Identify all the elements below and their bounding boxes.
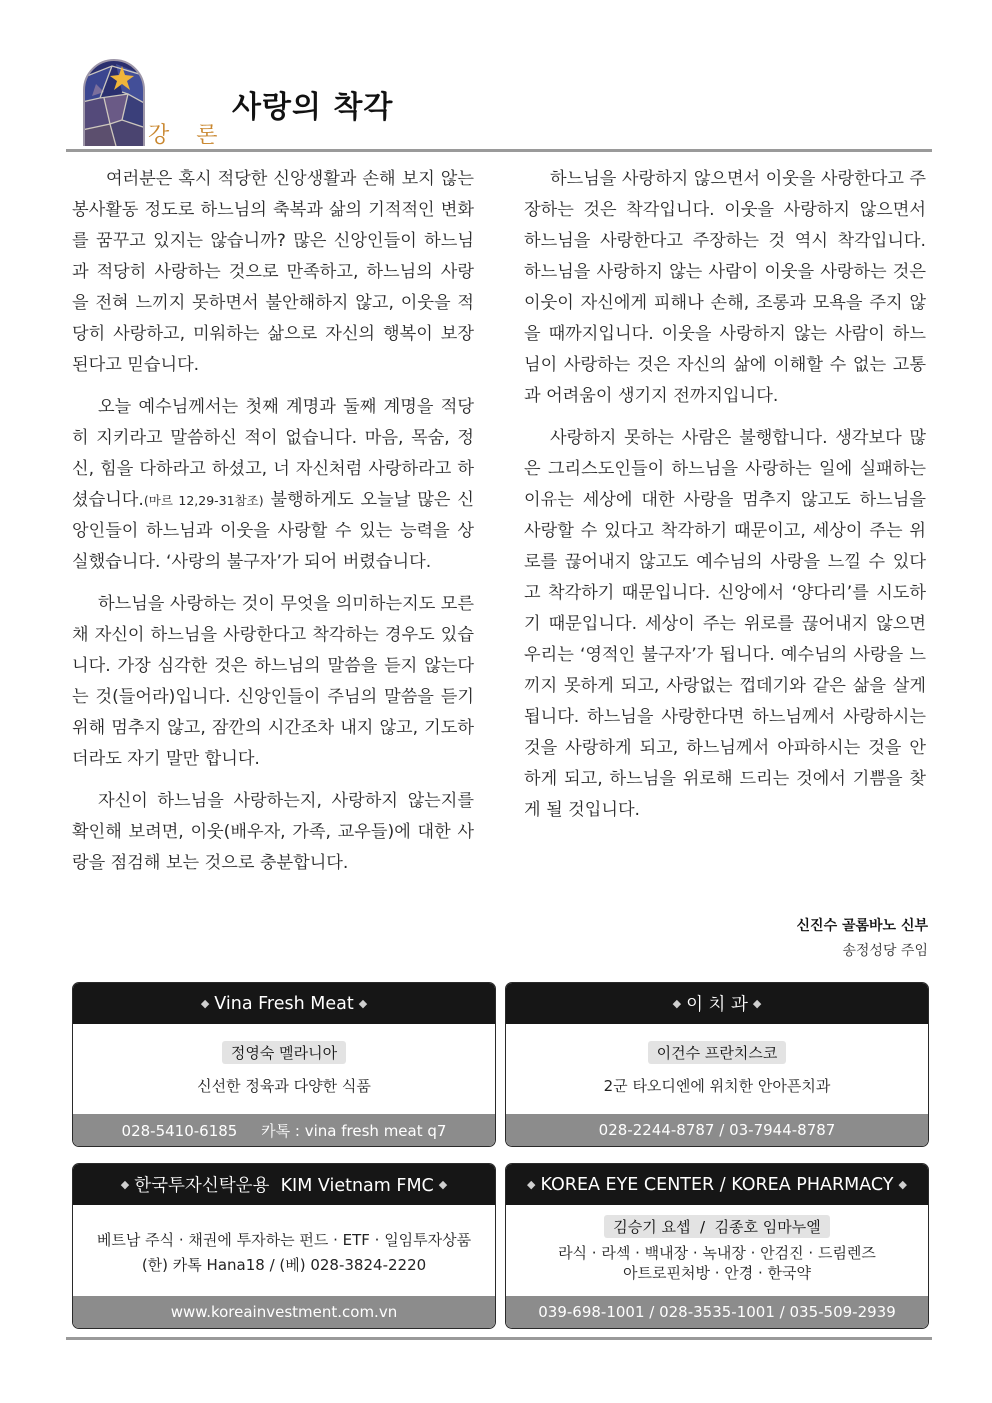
article-right-column [524, 164, 926, 837]
diamond-icon: ◆ [358, 997, 368, 1010]
ad-contact-person: 이건수 프란치스코 [648, 1041, 787, 1064]
ad-card-dental-clinic [505, 982, 929, 1147]
ad-card-footer: 028-5410-6185 카톡 : vina fresh meat q7 [73, 1114, 495, 1146]
ad-card-header: ◆ 한국투자신탁운용 KIM Vietnam FMC ◆ [73, 1164, 495, 1205]
ad-contact: (한) 카톡 Hana18 / (베) 028-3824-2220 [141, 1256, 427, 1274]
paragraph: 여러분은 혹시 적당한 신앙생활과 손해 보지 않는 봉사활동 정도로 하느님의 축복과 삶의 기적적인 변화를 꿈꾸고 있지는 않습니까? 많은 신앙인들이 하느님과 적당히 사랑하는 것으로 만족하고, 하느님의 사랑을 전혀 느끼지 못하면서 불안해하지 않고, 이웃을 적당히 사랑하고, 미워하는 삶으로 자신의 행복이 보장된다고 믿습니다. [72, 169, 474, 375]
paragraph: 하느님을 사랑하는 것이 무엇을 의미하는지도 모른 채 자신이 하느님을 사랑한다고 착각하는 경우도 있습니다. 가장 심각한 것은 하느님의 말씀을 듣지 않는다는 것(들어라)입니다. 신앙인들이 주님의 말씀을 듣기 위해 멈추지 않고, 잠깐의 시간조차 내지 않고, 기도하더라도 자기 말만 합니다. [72, 594, 474, 769]
top-divider [66, 149, 932, 152]
diamond-icon: ◆ [752, 997, 762, 1010]
ad-card-footer[interactable]: www.koreainvestment.com.vn [73, 1296, 495, 1328]
diamond-icon: ◆ [898, 1178, 907, 1191]
paragraph: 오늘 예수님께서는 첫째 계명과 둘째 계명을 적당히 지키라고 말씀하신 적이 없습니다. 마음, 목숨, 정신, 힘을 다하라고 하셨고, 너 자신처럼 사랑하라고 하셨습니다.(마르 12,29-31참조) 불행하게도 오늘날 많은 신앙인들이 하느님과 이웃을 사랑할 수 있는 능력을 상실했습니다. ‘사랑의 불구자’가 되어 버렸습니다. [72, 397, 474, 572]
diamond-icon: ◆ [438, 1178, 448, 1191]
author-name: 신진수 골롬바노 신부 [796, 918, 928, 934]
bottom-divider [66, 1337, 932, 1340]
ad-contact-person: 정영숙 멜라니아 [222, 1041, 346, 1064]
ad-description: 베트남 주식 · 채권에 투자하는 펀드 · ETF · 일임투자상품 [96, 1231, 472, 1249]
article-left-column [72, 164, 474, 890]
ad-card-footer: 039-698-1001 / 028-3535-1001 / 035-509-2939 [506, 1296, 928, 1328]
paragraph: 자신이 하느님을 사랑하는지, 사랑하지 않는지를 확인해 보려면, 이웃(배우자, 가족, 교우들)에 대한 사랑을 점검해 보는 것으로 충분합니다. [72, 791, 474, 873]
ad-description: 2군 타오디엔에 위치한 안아픈치과 [603, 1077, 831, 1095]
ad-card-korea-investment [72, 1163, 496, 1329]
ad-description: 라식 · 라섹 · 백내장 · 녹내장 · 안검진 · 드림렌즈 [558, 1244, 876, 1262]
ad-card-body [506, 1215, 928, 1283]
page-title: 사랑의 착각 [232, 90, 394, 125]
ad-card-footer: 028-2244-8787 / 03-7944-8787 [506, 1114, 928, 1146]
diamond-icon: ◆ [200, 997, 210, 1010]
paragraph: 하느님을 사랑하지 않으면서 이웃을 사랑한다고 주장하는 것은 착각입니다. 이웃을 사랑하지 않으면서 하느님을 사랑한다고 주장하는 것 역시 착각입니다. 하느님을 사랑하지 않는 사람이 이웃을 사랑하는 것은 이웃이 자신에게 피해나 손해, 조롱과 모욕을 주지 않을 때까지입니다. 이웃을 사랑하지 않는 사람이 하느님이 사랑하는 것은 자신의 삶에 이해할 수 없는 고통과 어려움이 생기지 전까지입니다. [524, 169, 926, 406]
section-tag: 강 론 [148, 123, 228, 148]
stained-glass-star-icon [82, 58, 146, 146]
ad-card-header: ◆ Vina Fresh Meat ◆ [73, 983, 495, 1024]
ad-card-body [73, 1041, 495, 1096]
paragraph: 사랑하지 못하는 사람은 불행합니다. 생각보다 많은 그리스도인들이 하느님을 사랑하는 일에 실패하는 이유는 세상에 대한 사랑을 멈추지 않고도 하느님을 사랑할 수 있다고 착각하기 때문이고, 세상이 주는 위로를 끊어내지 않고도 예수님의 사랑을 느낄 수 있다고 착각하기 때문입니다. 신앙에서 ‘양다리’를 시도하기 때문입니다. 세상이 주는 위로를 끊어내지 않으면 우리는 ‘영적인 불구자’가 됩니다. 예수님의 사랑을 느끼지 못하게 되고, 사랑없는 껍데기와 같은 삶을 살게 됩니다. 하느님을 사랑한다면 하느님께서 사랑하시는 것을 사랑하게 되고, 하느님께서 아파하시는 것을 안하게 되고, 하느님을 위로해 드리는 것에서 기쁨을 찾게 될 것입니다. [524, 428, 926, 820]
ad-description: 신선한 정육과 다양한 식품 [197, 1077, 371, 1095]
ad-card-body [506, 1041, 928, 1096]
ad-contact-person: 김승기 요셉 / 김종호 임마누엘 [604, 1215, 830, 1238]
diamond-icon: ◆ [672, 997, 682, 1010]
ad-card-vina-fresh-meat [72, 982, 496, 1147]
ad-card-korea-eye-center [505, 1163, 929, 1329]
ad-card-body [73, 1229, 495, 1275]
author-role: 송정성당 주임 [842, 943, 928, 959]
diamond-icon: ◆ [527, 1178, 536, 1191]
scripture-reference: (마르 12,29-31참조) [143, 493, 264, 508]
ad-description: 아트로핀처방 · 안경 · 한국약 [623, 1264, 811, 1282]
author-signature [797, 914, 928, 964]
ad-card-header: ◆ KOREA EYE CENTER / KOREA PHARMACY ◆ [506, 1164, 928, 1205]
diamond-icon: ◆ [120, 1178, 130, 1191]
ad-card-header: ◆ 이 치 과 ◆ [506, 983, 928, 1024]
